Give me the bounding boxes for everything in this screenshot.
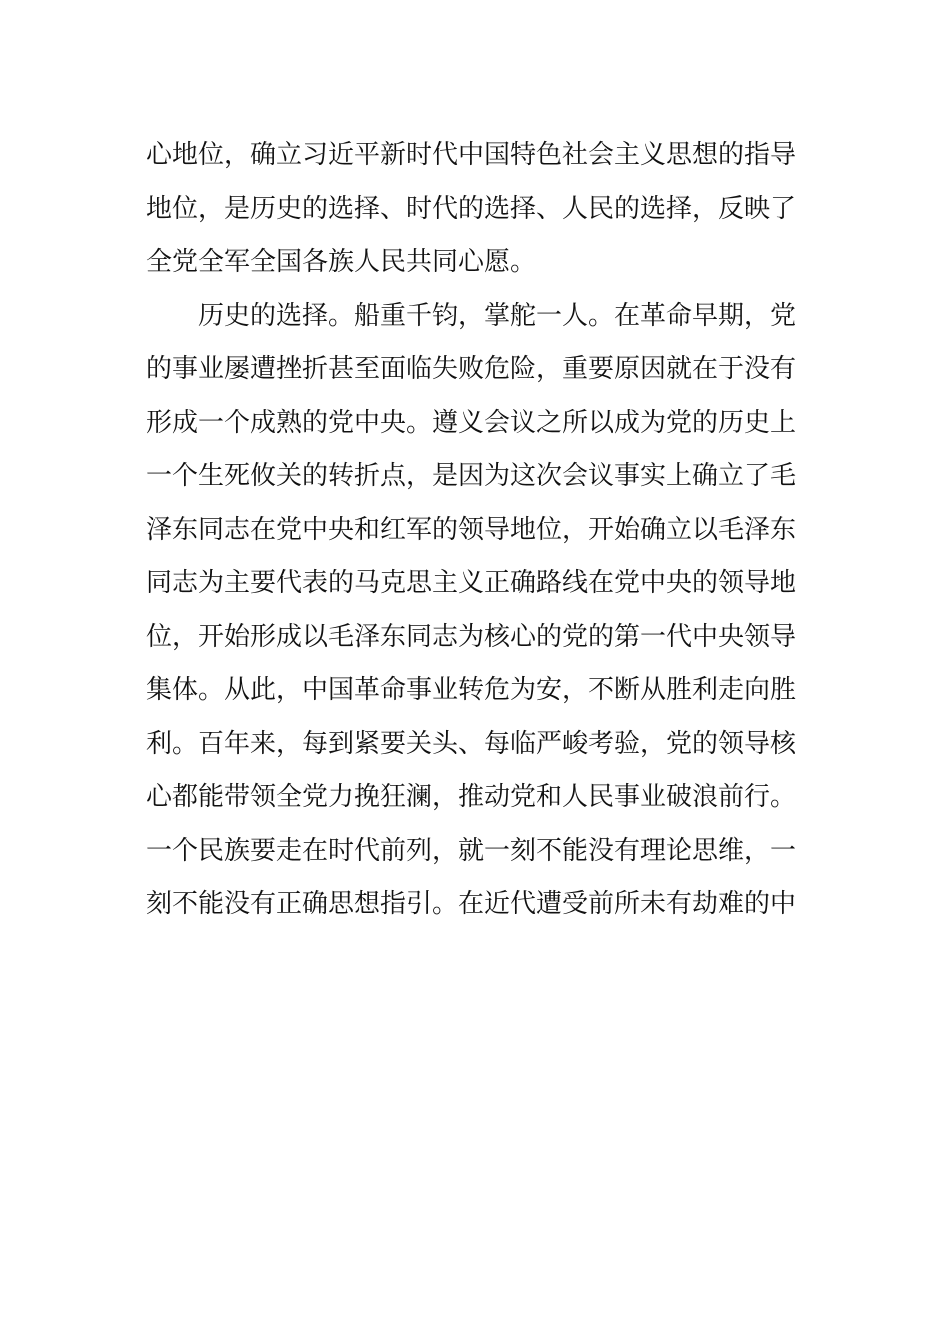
text-line: 同志为主要代表的马克思主义正确路线在党中央的领导地 <box>146 568 797 598</box>
text-line: 心都能带领全党力挽狂澜，推动党和人民事业破浪前行。 <box>146 782 797 812</box>
text-line: 一个民族要走在时代前列，就一刻不能没有理论思维，一 <box>146 835 797 866</box>
text-line: 历史的选择。船重千钧，掌舵一人。在革命早期，党 <box>146 300 797 331</box>
text-line: 的事业屡遭挫折甚至面临失败危险，重要原因就在于没有 <box>146 354 797 384</box>
text-line: 心地位，确立习近平新时代中国特色社会主义思想的指导 <box>146 140 797 170</box>
text-line: 全党全军全国各族人民共同心愿。 <box>146 247 537 277</box>
text-line: 地位，是历史的选择、时代的选择、人民的选择，反映了 <box>146 193 797 224</box>
text-line: 利。百年来，每到紧要关头、每临严峻考验，党的领导核 <box>146 728 797 759</box>
text-line: 位，开始形成以毛泽东同志为核心的党的第一代中央领导 <box>146 621 797 652</box>
text-line: 一个生死攸关的转折点，是因为这次会议事实上确立了毛 <box>146 461 797 491</box>
text-line: 形成一个成熟的党中央。遵义会议之所以成为党的历史上 <box>146 407 797 438</box>
text-line: 刻不能没有正确思想指引。在近代遭受前所未有劫难的中 <box>146 889 797 919</box>
text-line: 泽东同志在党中央和红军的领导地位，开始确立以毛泽东 <box>146 514 797 545</box>
body-text <box>146 129 797 932</box>
text-line: 集体。从此，中国革命事业转危为安，不断从胜利走向胜 <box>146 675 797 705</box>
